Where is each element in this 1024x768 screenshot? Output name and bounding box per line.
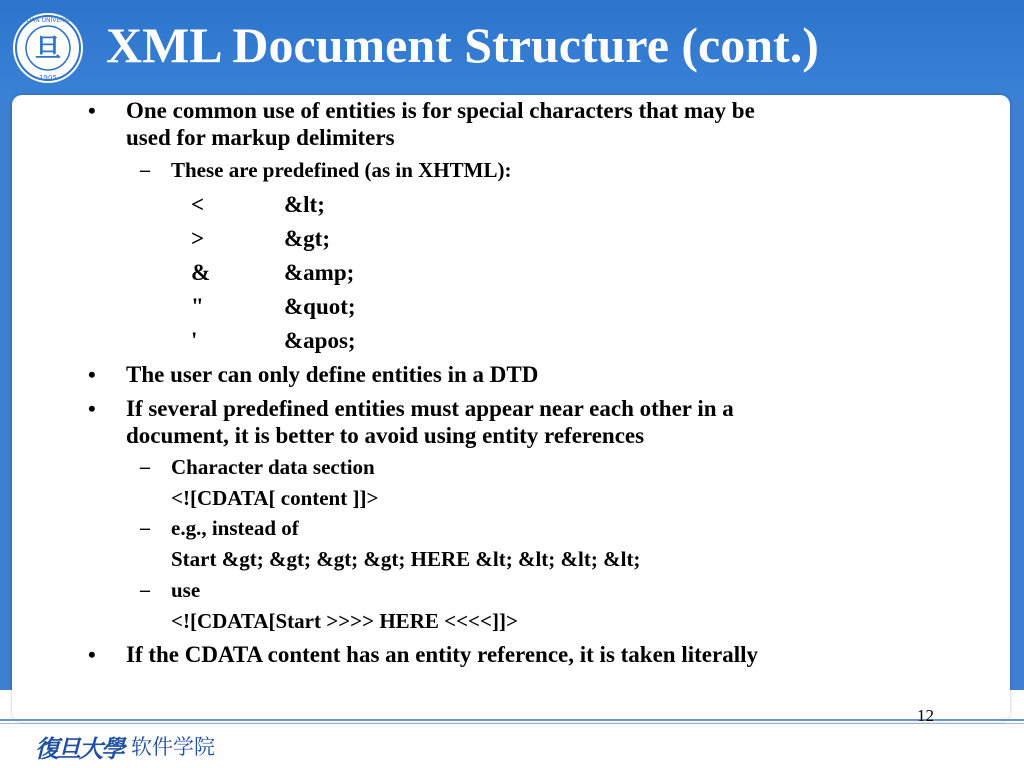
- dash-marker: –: [140, 517, 150, 539]
- bullet-1-line-2: used for markup delimiters: [126, 125, 395, 150]
- seal-ring-text: FUDAN UNIVERSITY: [18, 17, 78, 24]
- university-name-calligraphy: 復旦大學: [35, 733, 123, 763]
- use-example: <![CDATA[Start >>>> HERE <<<<]]>: [171, 609, 518, 633]
- entity-char: <: [191, 192, 205, 217]
- bullet-3-line-1: If several predefined entities must appear near each other in a: [126, 396, 734, 421]
- use-label: use: [171, 578, 201, 602]
- bullet-marker: •: [88, 362, 96, 387]
- dash-marker: –: [140, 159, 150, 181]
- entity-code: &lt;: [284, 192, 325, 217]
- entity-char: ": [191, 294, 204, 319]
- entity-code: &amp;: [284, 260, 355, 285]
- footer-logo: [35, 729, 215, 763]
- cdata-section-label: Character data section: [171, 455, 375, 479]
- cdata-section-syntax: <![CDATA[ content ]]>: [171, 486, 379, 510]
- seal-year: 1905: [39, 74, 57, 82]
- entity-char: &: [191, 260, 211, 285]
- entity-char: ': [191, 328, 198, 353]
- instead-label: e.g., instead of: [171, 516, 299, 540]
- seal-center-glyph: 旦: [34, 34, 62, 64]
- bullet-3-line-2: document, it is better to avoid using entity references: [126, 423, 645, 448]
- footer-divider-thin: [0, 723, 1024, 724]
- bullet-4-text: If the CDATA content has an entity reference, it is taken literally: [126, 642, 758, 667]
- bullet-marker: •: [88, 98, 96, 123]
- bullet-2-text: The user can only define entities in a DTD: [126, 362, 539, 387]
- slide-title: XML Document Structure (cont.): [106, 17, 819, 73]
- bullet-marker: •: [88, 642, 96, 667]
- entity-code: &gt;: [284, 226, 330, 251]
- instead-example: Start &gt; &gt; &gt; &gt; HERE &lt; &lt; &lt; &lt;: [171, 547, 641, 571]
- dash-marker: –: [140, 456, 150, 478]
- page-number: 12: [917, 706, 934, 725]
- footer-divider: [0, 719, 1024, 721]
- school-name: 软件学院: [131, 735, 215, 759]
- dash-marker: –: [140, 579, 150, 601]
- entity-code: &apos;: [284, 328, 356, 353]
- entity-char: >: [191, 226, 205, 251]
- predefined-heading: These are predefined (as in XHTML):: [171, 158, 512, 182]
- bullet-marker: •: [88, 396, 96, 421]
- bullet-1-line-1: One common use of entities is for special characters that may be: [126, 98, 755, 123]
- entity-code: &quot;: [284, 294, 356, 319]
